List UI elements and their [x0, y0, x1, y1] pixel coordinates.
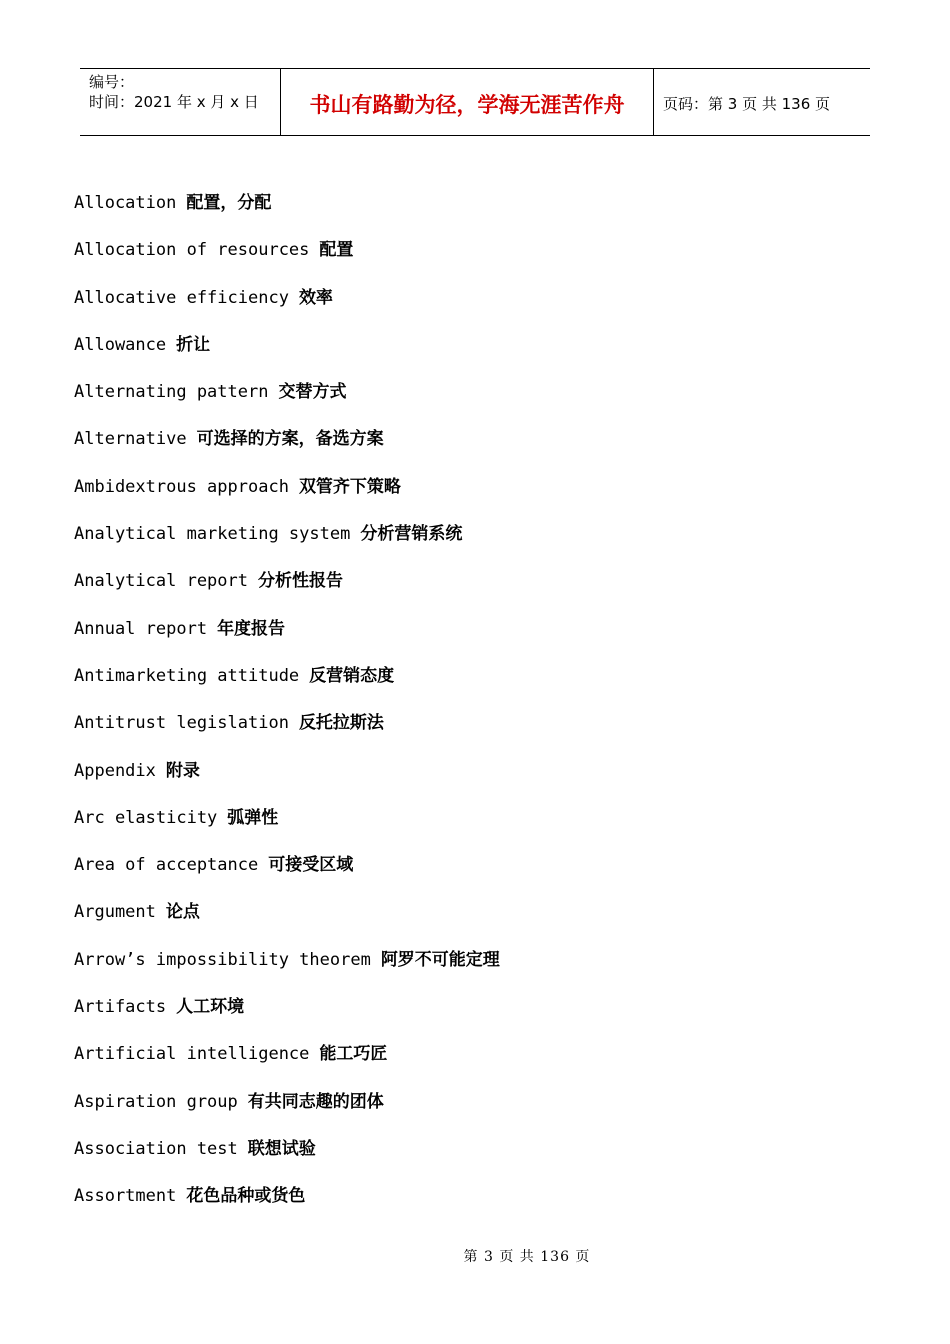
glossary-entry — [74, 756, 874, 803]
entry-translation: 人工环境 — [176, 997, 245, 1018]
entry-term: Alternating pattern — [74, 382, 269, 403]
entry-translation: 论点 — [165, 902, 200, 923]
glossary-entry — [74, 566, 874, 613]
glossary-entry — [74, 992, 874, 1039]
entry-term: Annual report — [74, 618, 208, 639]
entry-term: Alternative — [74, 429, 187, 450]
entry-term: Allocative efficiency — [74, 287, 289, 308]
entry-term: Analytical marketing system — [74, 524, 351, 545]
glossary-entry — [74, 472, 874, 519]
entry-translation: 阿罗不可能定理 — [380, 949, 500, 970]
header-motto: 书山有路勤为径，学海无涯苦作舟 — [281, 69, 654, 135]
entry-translation: 有共同志趣的团体 — [247, 1091, 384, 1112]
entry-translation: 弧弹性 — [227, 807, 279, 828]
entry-term: Appendix — [74, 760, 156, 781]
entry-translation: 反营销态度 — [309, 665, 395, 686]
entry-term: Allocation of resources — [74, 240, 310, 261]
glossary-entry — [74, 330, 874, 377]
glossary-entry — [74, 235, 874, 282]
entry-term: Allocation — [74, 193, 177, 213]
glossary-entry — [74, 1039, 874, 1086]
entry-term: Area of acceptance — [74, 855, 259, 876]
glossary-entry — [74, 897, 874, 944]
entry-translation: 年度报告 — [217, 618, 286, 639]
entry-term: Analytical report — [74, 571, 248, 592]
entry-translation: 花色品种或货色 — [186, 1186, 306, 1207]
glossary-entry — [74, 614, 874, 661]
entry-translation: 可接受区域 — [268, 855, 354, 876]
entry-translation: 附录 — [165, 760, 200, 781]
entry-translation: 分析性报告 — [258, 571, 343, 592]
entry-term: Allowance — [74, 334, 167, 355]
header-meta — [80, 69, 281, 135]
glossary-entry — [74, 377, 874, 424]
entry-translation: 配置 — [319, 240, 354, 261]
entry-term: Artificial intelligence — [74, 1044, 310, 1065]
entry-translation: 配置，分配 — [186, 193, 272, 213]
glossary-entry — [74, 1087, 874, 1134]
glossary-entry — [74, 850, 874, 897]
entry-translation: 可选择的方案，备选方案 — [196, 429, 384, 450]
glossary-entry — [74, 424, 874, 471]
number-label: 编号： — [89, 73, 135, 91]
entry-term: Ambidextrous approach — [74, 476, 289, 497]
entry-translation: 折让 — [176, 334, 211, 355]
entry-term: Artifacts — [74, 997, 167, 1018]
entry-translation: 效率 — [298, 287, 333, 308]
entry-translation: 联想试验 — [247, 1138, 316, 1159]
glossary-entry — [74, 803, 874, 850]
entry-translation: 反托拉斯法 — [298, 713, 384, 734]
entry-term: Arc elasticity — [74, 807, 218, 828]
header-page-info: 页码：第 3 页 共 136 页 — [663, 94, 831, 113]
glossary-entry — [74, 708, 874, 755]
entry-translation: 能工巧匠 — [319, 1044, 388, 1065]
glossary-entry — [74, 188, 874, 235]
glossary-entry — [74, 1181, 874, 1228]
entry-term: Arrow’s impossibility theorem — [74, 949, 371, 970]
glossary-entry — [74, 519, 874, 566]
entry-term: Aspiration group — [74, 1091, 238, 1112]
glossary-entry — [74, 661, 874, 708]
date-label: 时间：2021 年 x 月 x 日 — [89, 93, 259, 111]
entry-term: Antitrust legislation — [74, 713, 289, 734]
entry-translation: 双管齐下策略 — [298, 476, 401, 497]
glossary-entry — [74, 1134, 874, 1181]
entry-translation: 交替方式 — [278, 382, 347, 403]
entry-term: Argument — [74, 902, 156, 923]
glossary-entry — [74, 945, 874, 992]
page-footer: 第 3 页 共 136 页 — [463, 1249, 591, 1265]
entry-term: Association test — [74, 1138, 238, 1159]
entry-translation: 分析营销系统 — [360, 524, 463, 545]
entry-term: Antimarketing attitude — [74, 665, 300, 686]
page-header — [80, 68, 870, 136]
glossary-entry — [74, 283, 874, 330]
entry-term: Assortment — [74, 1186, 177, 1207]
glossary-list — [74, 188, 874, 1229]
